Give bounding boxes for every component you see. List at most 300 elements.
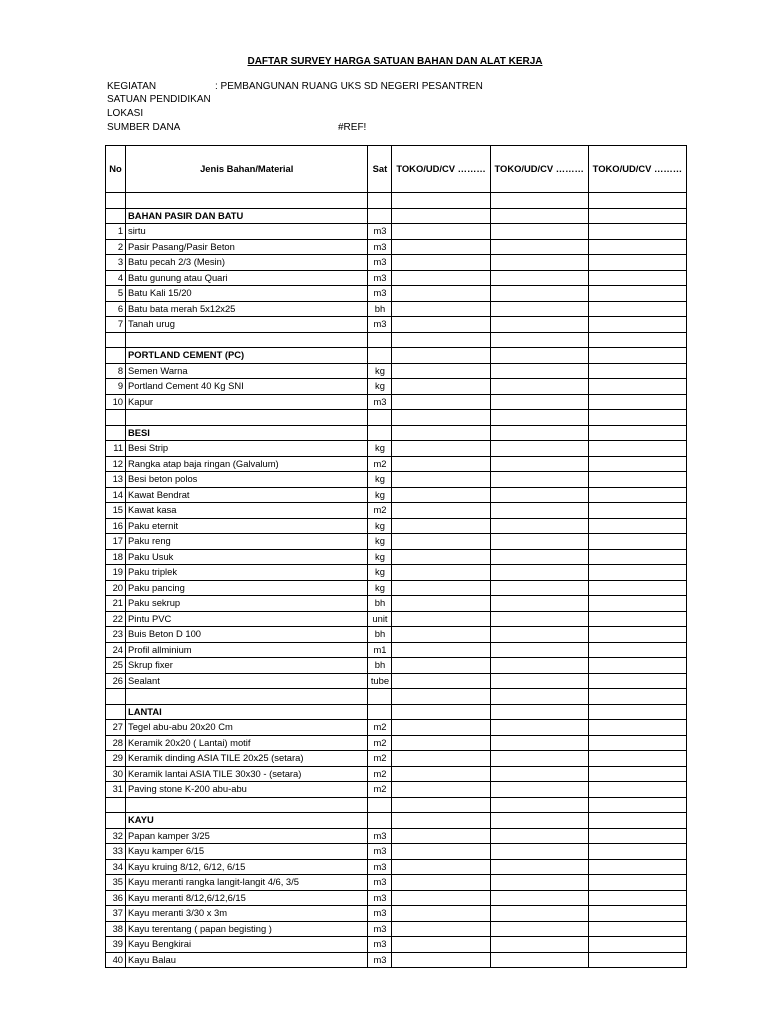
cell-price-toko-3 <box>588 394 686 410</box>
cell-unit: m3 <box>368 270 392 286</box>
cell-item-name: Kayu kruing 8/12, 6/12, 6/15 <box>126 859 368 875</box>
table-row <box>106 937 687 953</box>
table-row <box>106 720 687 736</box>
cell-item-name: BESI <box>126 425 368 441</box>
cell-price-toko-2 <box>490 611 588 627</box>
cell-unit: kg <box>368 379 392 395</box>
cell-no: 11 <box>106 441 126 457</box>
table-row <box>106 518 687 534</box>
cell-unit: kg <box>368 549 392 565</box>
cell-price-toko-1 <box>392 828 490 844</box>
cell-unit: m3 <box>368 239 392 255</box>
cell-price-toko-1 <box>392 766 490 782</box>
cell-price-toko-2 <box>490 549 588 565</box>
cell-price-toko-3 <box>588 813 686 829</box>
cell-item-name: LANTAI <box>126 704 368 720</box>
cell-price-toko-3 <box>588 317 686 333</box>
cell-price-toko-1 <box>392 208 490 224</box>
cell-no: 1 <box>106 224 126 240</box>
cell-unit: m3 <box>368 394 392 410</box>
cell-item-name: Kayu meranti 8/12,6/12,6/15 <box>126 890 368 906</box>
cell-price-toko-2 <box>490 239 588 255</box>
cell-price-toko-2 <box>490 689 588 705</box>
table-row <box>106 751 687 767</box>
cell-price-toko-2 <box>490 766 588 782</box>
blank-row <box>106 332 687 348</box>
cell-price-toko-2 <box>490 208 588 224</box>
cell-item-name: Paku pancing <box>126 580 368 596</box>
cell-price-toko-1 <box>392 704 490 720</box>
cell-item-name: sirtu <box>126 224 368 240</box>
cell-no: 26 <box>106 673 126 689</box>
meta-label: LOKASI <box>107 108 144 119</box>
table-row <box>106 859 687 875</box>
cell-price-toko-1 <box>392 534 490 550</box>
cell-no: 7 <box>106 317 126 333</box>
cell-unit: kg <box>368 363 392 379</box>
cell-price-toko-3 <box>588 782 686 798</box>
cell-price-toko-2 <box>490 332 588 348</box>
cell-price-toko-1 <box>392 379 490 395</box>
section-header-row <box>106 348 687 364</box>
cell-no: 4 <box>106 270 126 286</box>
cell-price-toko-2 <box>490 906 588 922</box>
cell-no: 14 <box>106 487 126 503</box>
meta-satuan-pendidikan <box>107 94 211 106</box>
ref-error-value: #REF! <box>338 122 367 133</box>
cell-item-name: Kayu meranti 3/30 x 3m <box>126 906 368 922</box>
table-row <box>106 596 687 612</box>
table-row <box>106 828 687 844</box>
cell-price-toko-2 <box>490 627 588 643</box>
cell-item-name: Buis Beton D 100 <box>126 627 368 643</box>
cell-item-name <box>126 193 368 209</box>
cell-no: 34 <box>106 859 126 875</box>
cell-price-toko-2 <box>490 596 588 612</box>
section-header-row <box>106 208 687 224</box>
cell-no: 39 <box>106 937 126 953</box>
cell-price-toko-3 <box>588 456 686 472</box>
cell-price-toko-2 <box>490 720 588 736</box>
table-row <box>106 317 687 333</box>
cell-price-toko-2 <box>490 394 588 410</box>
table-row <box>106 487 687 503</box>
cell-no: 21 <box>106 596 126 612</box>
cell-item-name: Skrup fixer <box>126 658 368 674</box>
cell-price-toko-2 <box>490 658 588 674</box>
cell-price-toko-3 <box>588 596 686 612</box>
header-toko-2: TOKO/UD/CV ……… <box>490 146 588 193</box>
cell-price-toko-3 <box>588 518 686 534</box>
cell-unit: m2 <box>368 751 392 767</box>
cell-unit: m2 <box>368 456 392 472</box>
cell-price-toko-3 <box>588 952 686 968</box>
cell-item-name: Batu pecah 2/3 (Mesin) <box>126 255 368 271</box>
cell-price-toko-2 <box>490 503 588 519</box>
cell-price-toko-2 <box>490 441 588 457</box>
cell-no <box>106 348 126 364</box>
cell-price-toko-3 <box>588 193 686 209</box>
cell-price-toko-3 <box>588 472 686 488</box>
cell-no <box>106 813 126 829</box>
cell-price-toko-1 <box>392 921 490 937</box>
cell-price-toko-3 <box>588 425 686 441</box>
table-header-row <box>106 146 687 193</box>
table-row <box>106 534 687 550</box>
cell-price-toko-1 <box>392 348 490 364</box>
cell-unit <box>368 425 392 441</box>
cell-item-name: Portland Cement 40 Kg SNI <box>126 379 368 395</box>
meta-sumber-dana <box>107 122 180 134</box>
header-toko-1: TOKO/UD/CV ……… <box>392 146 490 193</box>
cell-no <box>106 704 126 720</box>
cell-unit: m3 <box>368 921 392 937</box>
cell-price-toko-2 <box>490 193 588 209</box>
cell-unit <box>368 410 392 426</box>
cell-unit: m1 <box>368 642 392 658</box>
cell-price-toko-3 <box>588 859 686 875</box>
meta-label: SUMBER DANA <box>107 122 181 133</box>
cell-item-name: Paku Usuk <box>126 549 368 565</box>
cell-price-toko-1 <box>392 286 490 302</box>
cell-no: 9 <box>106 379 126 395</box>
cell-item-name: Batu Kali 15/20 <box>126 286 368 302</box>
cell-price-toko-1 <box>392 394 490 410</box>
cell-no: 36 <box>106 890 126 906</box>
cell-no <box>106 208 126 224</box>
cell-item-name <box>126 332 368 348</box>
cell-price-toko-1 <box>392 875 490 891</box>
cell-price-toko-1 <box>392 642 490 658</box>
cell-unit <box>368 813 392 829</box>
cell-no <box>106 193 126 209</box>
header-item: Jenis Bahan/Material <box>126 146 368 193</box>
header-toko-3: TOKO/UD/CV ……… <box>588 146 686 193</box>
cell-item-name: Profil allminium <box>126 642 368 658</box>
cell-price-toko-2 <box>490 410 588 426</box>
cell-unit: kg <box>368 565 392 581</box>
cell-unit <box>368 797 392 813</box>
table-row <box>106 906 687 922</box>
cell-unit: kg <box>368 518 392 534</box>
table-row <box>106 503 687 519</box>
cell-unit: kg <box>368 580 392 596</box>
cell-no: 8 <box>106 363 126 379</box>
cell-no <box>106 689 126 705</box>
cell-price-toko-1 <box>392 580 490 596</box>
cell-price-toko-3 <box>588 286 686 302</box>
table-row <box>106 952 687 968</box>
cell-unit: m2 <box>368 503 392 519</box>
cell-item-name: Kapur <box>126 394 368 410</box>
cell-price-toko-1 <box>392 859 490 875</box>
cell-no: 16 <box>106 518 126 534</box>
cell-price-toko-3 <box>588 348 686 364</box>
cell-price-toko-3 <box>588 844 686 860</box>
cell-unit: m3 <box>368 952 392 968</box>
cell-price-toko-1 <box>392 332 490 348</box>
cell-price-toko-1 <box>392 797 490 813</box>
cell-no <box>106 332 126 348</box>
cell-unit: m3 <box>368 224 392 240</box>
cell-price-toko-2 <box>490 797 588 813</box>
table-row <box>106 270 687 286</box>
cell-item-name: Semen Warna <box>126 363 368 379</box>
table-row <box>106 472 687 488</box>
cell-price-toko-3 <box>588 255 686 271</box>
cell-item-name: Papan kamper 3/25 <box>126 828 368 844</box>
cell-price-toko-2 <box>490 921 588 937</box>
table-row <box>106 735 687 751</box>
cell-price-toko-3 <box>588 735 686 751</box>
cell-price-toko-1 <box>392 239 490 255</box>
cell-item-name: Besi Strip <box>126 441 368 457</box>
cell-unit: tube <box>368 673 392 689</box>
cell-price-toko-3 <box>588 751 686 767</box>
cell-price-toko-2 <box>490 425 588 441</box>
cell-price-toko-3 <box>588 921 686 937</box>
cell-no <box>106 410 126 426</box>
cell-price-toko-1 <box>392 255 490 271</box>
cell-price-toko-1 <box>392 224 490 240</box>
cell-price-toko-3 <box>588 441 686 457</box>
cell-item-name: Keramik 20x20 ( Lantai) motif <box>126 735 368 751</box>
cell-price-toko-3 <box>588 565 686 581</box>
cell-price-toko-2 <box>490 472 588 488</box>
cell-no: 32 <box>106 828 126 844</box>
cell-unit <box>368 704 392 720</box>
table-row <box>106 379 687 395</box>
cell-price-toko-2 <box>490 952 588 968</box>
table-row <box>106 580 687 596</box>
cell-unit: m3 <box>368 844 392 860</box>
cell-price-toko-1 <box>392 363 490 379</box>
meta-value: : PEMBANGUNAN RUANG UKS SD NEGERI PESANTREN <box>215 81 483 92</box>
cell-price-toko-2 <box>490 348 588 364</box>
cell-no: 15 <box>106 503 126 519</box>
cell-price-toko-1 <box>392 937 490 953</box>
cell-item-name: Rangka atap baja ringan (Galvalum) <box>126 456 368 472</box>
cell-price-toko-2 <box>490 456 588 472</box>
blank-row <box>106 689 687 705</box>
cell-item-name: PORTLAND CEMENT (PC) <box>126 348 368 364</box>
table-row <box>106 611 687 627</box>
cell-item-name: Paku sekrup <box>126 596 368 612</box>
cell-no: 23 <box>106 627 126 643</box>
header-sat: Sat <box>368 146 392 193</box>
cell-no: 2 <box>106 239 126 255</box>
cell-price-toko-2 <box>490 844 588 860</box>
cell-unit: kg <box>368 534 392 550</box>
cell-price-toko-3 <box>588 379 686 395</box>
table-row <box>106 766 687 782</box>
cell-no: 24 <box>106 642 126 658</box>
cell-price-toko-2 <box>490 704 588 720</box>
cell-price-toko-2 <box>490 642 588 658</box>
cell-item-name: Paku eternit <box>126 518 368 534</box>
cell-unit <box>368 689 392 705</box>
cell-no: 13 <box>106 472 126 488</box>
table-row <box>106 363 687 379</box>
cell-no: 31 <box>106 782 126 798</box>
cell-no: 40 <box>106 952 126 968</box>
cell-unit: m3 <box>368 906 392 922</box>
table-row <box>106 890 687 906</box>
cell-price-toko-2 <box>490 301 588 317</box>
table-row <box>106 301 687 317</box>
cell-unit: m2 <box>368 766 392 782</box>
meta-lokasi <box>107 108 143 120</box>
cell-price-toko-3 <box>588 487 686 503</box>
cell-price-toko-2 <box>490 363 588 379</box>
cell-unit <box>368 208 392 224</box>
cell-no: 38 <box>106 921 126 937</box>
cell-price-toko-2 <box>490 255 588 271</box>
cell-no: 3 <box>106 255 126 271</box>
cell-price-toko-3 <box>588 611 686 627</box>
cell-unit: m3 <box>368 859 392 875</box>
cell-price-toko-2 <box>490 890 588 906</box>
table-row <box>106 658 687 674</box>
cell-price-toko-1 <box>392 410 490 426</box>
cell-price-toko-3 <box>588 937 686 953</box>
cell-no: 37 <box>106 906 126 922</box>
cell-no: 5 <box>106 286 126 302</box>
cell-price-toko-1 <box>392 689 490 705</box>
blank-row <box>106 797 687 813</box>
cell-price-toko-3 <box>588 797 686 813</box>
cell-unit: bh <box>368 301 392 317</box>
cell-price-toko-3 <box>588 332 686 348</box>
cell-price-toko-3 <box>588 828 686 844</box>
cell-item-name: Keramik dinding ASIA TILE 20x25 (setara) <box>126 751 368 767</box>
cell-price-toko-3 <box>588 673 686 689</box>
section-header-row <box>106 425 687 441</box>
section-header-row <box>106 704 687 720</box>
cell-item-name: Paving stone K-200 abu-abu <box>126 782 368 798</box>
table-row <box>106 286 687 302</box>
cell-price-toko-3 <box>588 534 686 550</box>
cell-price-toko-1 <box>392 565 490 581</box>
cell-item-name: Kawat Bendrat <box>126 487 368 503</box>
cell-unit: bh <box>368 658 392 674</box>
cell-unit: m3 <box>368 875 392 891</box>
cell-price-toko-2 <box>490 534 588 550</box>
cell-price-toko-2 <box>490 875 588 891</box>
cell-price-toko-2 <box>490 487 588 503</box>
cell-price-toko-2 <box>490 270 588 286</box>
cell-no: 29 <box>106 751 126 767</box>
cell-price-toko-3 <box>588 549 686 565</box>
cell-price-toko-1 <box>392 518 490 534</box>
cell-price-toko-2 <box>490 735 588 751</box>
cell-price-toko-1 <box>392 487 490 503</box>
cell-price-toko-1 <box>392 596 490 612</box>
cell-price-toko-2 <box>490 518 588 534</box>
cell-no: 20 <box>106 580 126 596</box>
cell-no: 6 <box>106 301 126 317</box>
table-row <box>106 224 687 240</box>
cell-price-toko-2 <box>490 286 588 302</box>
table-row <box>106 441 687 457</box>
cell-item-name: Kayu meranti rangka langit-langit 4/6, 3/5 <box>126 875 368 891</box>
cell-price-toko-3 <box>588 410 686 426</box>
cell-unit: m3 <box>368 937 392 953</box>
cell-price-toko-3 <box>588 301 686 317</box>
table-row <box>106 627 687 643</box>
cell-unit: m3 <box>368 255 392 271</box>
cell-price-toko-3 <box>588 890 686 906</box>
cell-item-name <box>126 689 368 705</box>
cell-no: 12 <box>106 456 126 472</box>
cell-price-toko-2 <box>490 937 588 953</box>
cell-price-toko-3 <box>588 906 686 922</box>
header-no: No <box>106 146 126 193</box>
cell-item-name: BAHAN PASIR DAN BATU <box>126 208 368 224</box>
cell-unit: m3 <box>368 890 392 906</box>
cell-no: 22 <box>106 611 126 627</box>
cell-unit: m2 <box>368 735 392 751</box>
cell-price-toko-1 <box>392 549 490 565</box>
section-header-row <box>106 813 687 829</box>
cell-price-toko-1 <box>392 503 490 519</box>
cell-unit: bh <box>368 627 392 643</box>
cell-price-toko-3 <box>588 720 686 736</box>
cell-price-toko-1 <box>392 673 490 689</box>
cell-price-toko-1 <box>392 193 490 209</box>
survey-table <box>105 145 687 968</box>
cell-price-toko-1 <box>392 890 490 906</box>
cell-item-name: Sealant <box>126 673 368 689</box>
cell-price-toko-2 <box>490 813 588 829</box>
cell-item-name: Keramik lantai ASIA TILE 30x30 - (setara) <box>126 766 368 782</box>
cell-price-toko-2 <box>490 828 588 844</box>
table-row <box>106 921 687 937</box>
meta-label: KEGIATAN <box>107 81 157 92</box>
cell-item-name: Kayu kamper 6/15 <box>126 844 368 860</box>
cell-no: 17 <box>106 534 126 550</box>
cell-price-toko-1 <box>392 751 490 767</box>
cell-price-toko-3 <box>588 704 686 720</box>
cell-price-toko-1 <box>392 425 490 441</box>
cell-no: 10 <box>106 394 126 410</box>
cell-unit: kg <box>368 441 392 457</box>
cell-item-name: Batu gunung atau Quari <box>126 270 368 286</box>
cell-price-toko-1 <box>392 952 490 968</box>
cell-no: 19 <box>106 565 126 581</box>
cell-price-toko-2 <box>490 673 588 689</box>
table-row <box>106 673 687 689</box>
table-row <box>106 565 687 581</box>
table-row <box>106 239 687 255</box>
cell-price-toko-1 <box>392 441 490 457</box>
cell-item-name: Tanah urug <box>126 317 368 333</box>
blank-row <box>106 410 687 426</box>
cell-no: 33 <box>106 844 126 860</box>
cell-price-toko-3 <box>588 503 686 519</box>
document-title: DAFTAR SURVEY HARGA SATUAN BAHAN DAN ALAT KERJA <box>247 56 543 67</box>
cell-item-name: Besi beton polos <box>126 472 368 488</box>
cell-price-toko-3 <box>588 766 686 782</box>
cell-price-toko-3 <box>588 689 686 705</box>
cell-price-toko-1 <box>392 782 490 798</box>
cell-no <box>106 797 126 813</box>
cell-no: 27 <box>106 720 126 736</box>
cell-no: 18 <box>106 549 126 565</box>
cell-unit: unit <box>368 611 392 627</box>
cell-item-name: Paku triplek <box>126 565 368 581</box>
cell-unit: bh <box>368 596 392 612</box>
